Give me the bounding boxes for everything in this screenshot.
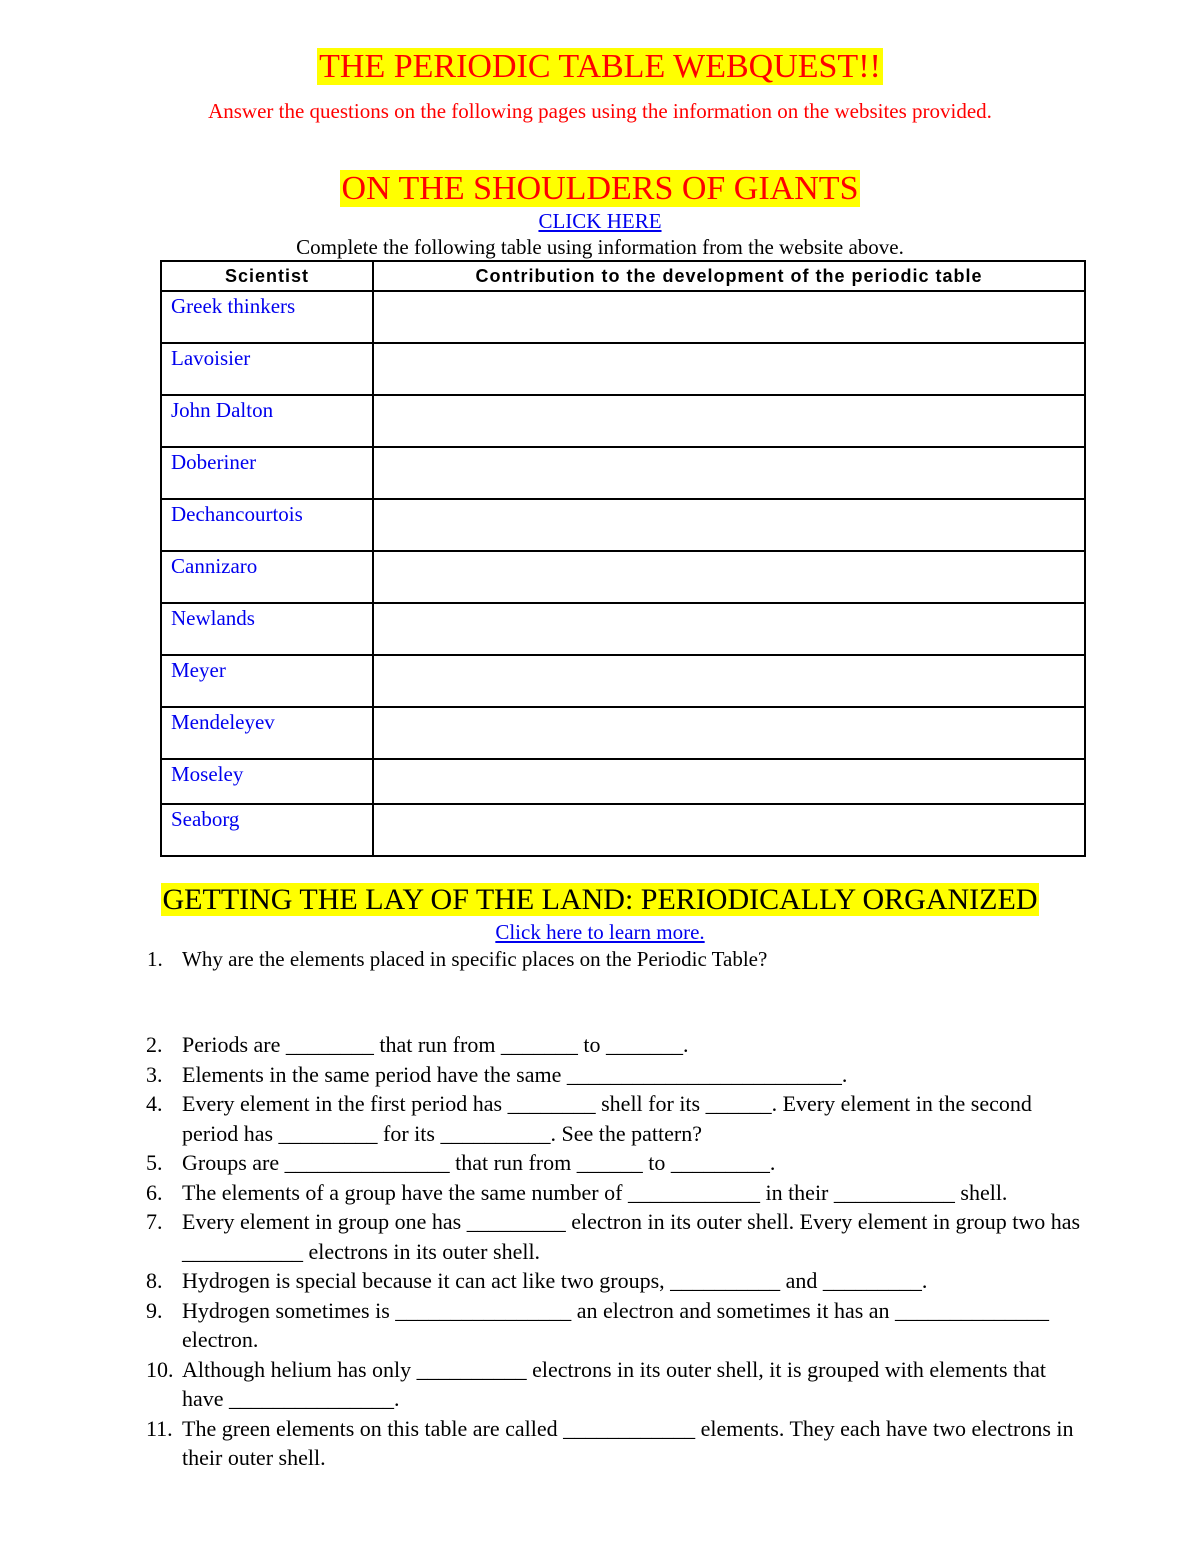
question-text: Although helium has only __________ electrons in its outer shell, it is grouped with elements that have _______________.: [182, 1356, 1046, 1411]
table-row: [161, 395, 1085, 447]
scientist-name-cell: Dechancourtois: [161, 499, 373, 551]
table-row: [161, 447, 1085, 499]
question-text: Periods are ________ that run from _______ to _______.: [182, 1032, 689, 1057]
scientist-name-cell: Lavoisier: [161, 343, 373, 395]
table-row: [161, 343, 1085, 395]
page-subtitle: Answer the questions on the following pages using the information on the websites provided.: [208, 99, 992, 123]
scientist-name-cell: Cannizaro: [161, 551, 373, 603]
table-row: [161, 655, 1085, 707]
contribution-answer-cell[interactable]: [373, 499, 1085, 551]
table-instruction: Complete the following table using information from the website above.: [296, 235, 904, 259]
question-item: [146, 1060, 1091, 1090]
question-item: [146, 1178, 1091, 1208]
page-title: [0, 48, 1200, 86]
contribution-answer-cell[interactable]: [373, 804, 1085, 856]
table-row: [161, 551, 1085, 603]
question-list: [146, 1030, 1091, 1473]
question-text: Hydrogen is special because it can act like two groups, __________ and _________.: [182, 1268, 928, 1293]
question-1: [147, 947, 767, 972]
table-row: [161, 291, 1085, 343]
scientist-name-cell: Moseley: [161, 759, 373, 804]
table-header-row: [161, 261, 1085, 291]
question-1-text: Why are the elements placed in specific places on the Periodic Table?: [182, 947, 768, 971]
contribution-answer-cell[interactable]: [373, 759, 1085, 804]
question-number: 9.: [146, 1297, 163, 1323]
question-item: [146, 1089, 1091, 1148]
question-text: The green elements on this table are called ____________ elements. They each have two electrons in their outer shell.: [182, 1415, 1074, 1470]
question-text: Groups are _______________ that run from ______ to _________.: [182, 1150, 776, 1175]
scientist-table: [160, 260, 1086, 857]
scientist-name-cell: Newlands: [161, 603, 373, 655]
table-row: [161, 707, 1085, 759]
scientist-name-cell: Meyer: [161, 655, 373, 707]
page-title-text: THE PERIODIC TABLE WEBQUEST!!: [319, 48, 881, 85]
header-scientist: Scientist: [161, 261, 373, 291]
question-number: 5.: [146, 1150, 163, 1175]
question-text: Elements in the same period have the same _________________________.: [182, 1061, 848, 1087]
scientist-name-cell: Mendeleyev: [161, 707, 373, 759]
table-row: [161, 759, 1085, 804]
learn-more-link[interactable]: Click here to learn more.: [495, 920, 705, 944]
contribution-answer-cell[interactable]: [373, 291, 1085, 343]
click-here-link[interactable]: CLICK HERE: [538, 209, 662, 233]
table-row: [161, 603, 1085, 655]
contribution-answer-cell[interactable]: [373, 707, 1085, 759]
contribution-answer-cell[interactable]: [373, 343, 1085, 395]
table-row: [161, 499, 1085, 551]
question-item: [146, 1296, 1091, 1355]
question-number: 11.: [146, 1415, 173, 1441]
question-1-number: 1.: [147, 947, 163, 971]
scientist-name-cell: John Dalton: [161, 395, 373, 447]
question-number: 6.: [146, 1179, 163, 1205]
table-row: [161, 804, 1085, 856]
question-text: The elements of a group have the same number of ____________ in their ___________ shell.: [182, 1179, 1008, 1205]
question-text: Every element in the first period has ________ shell for its ______. Every element in the second period has _________ for its __________. See the pattern?: [182, 1091, 1032, 1146]
question-number: 3.: [146, 1061, 163, 1087]
scientist-name-cell: Seaborg: [161, 804, 373, 856]
contribution-answer-cell[interactable]: [373, 655, 1085, 707]
question-text: Hydrogen sometimes is ________________ an electron and sometimes it has an ______________ electron.: [182, 1297, 1050, 1352]
question-item: [146, 1148, 1091, 1178]
header-contribution: Contribution to the development of the periodic table: [373, 261, 1085, 291]
scientist-name-cell: Doberiner: [161, 447, 373, 499]
question-item: [146, 1414, 1091, 1473]
learn-more-link-container: [0, 920, 1200, 945]
section-title-periodically-organized: [0, 883, 1200, 917]
question-number: 2.: [146, 1032, 163, 1057]
contribution-answer-cell[interactable]: [373, 447, 1085, 499]
section-title-giants-text: ON THE SHOULDERS OF GIANTS: [341, 170, 859, 207]
contribution-answer-cell[interactable]: [373, 395, 1085, 447]
question-number: 10.: [146, 1356, 174, 1382]
contribution-answer-cell[interactable]: [373, 551, 1085, 603]
click-here-link-container: [0, 209, 1200, 234]
section-title-giants: [0, 170, 1200, 208]
question-item: [146, 1355, 1091, 1414]
question-item: [146, 1266, 1091, 1296]
question-text: Every element in group one has _________ electron in its outer shell. Every element in group two has ___________ electrons in its outer shell.: [182, 1209, 1081, 1264]
contribution-answer-cell[interactable]: [373, 603, 1085, 655]
question-number: 8.: [146, 1268, 163, 1293]
question-item: [146, 1030, 1091, 1060]
question-number: 4.: [146, 1091, 163, 1116]
scientist-name-cell: Greek thinkers: [161, 291, 373, 343]
section-title-periodically-organized-text: GETTING THE LAY OF THE LAND: PERIODICALLY ORGANIZED: [162, 883, 1038, 916]
question-number: 7.: [146, 1209, 163, 1234]
question-item: [146, 1207, 1091, 1266]
